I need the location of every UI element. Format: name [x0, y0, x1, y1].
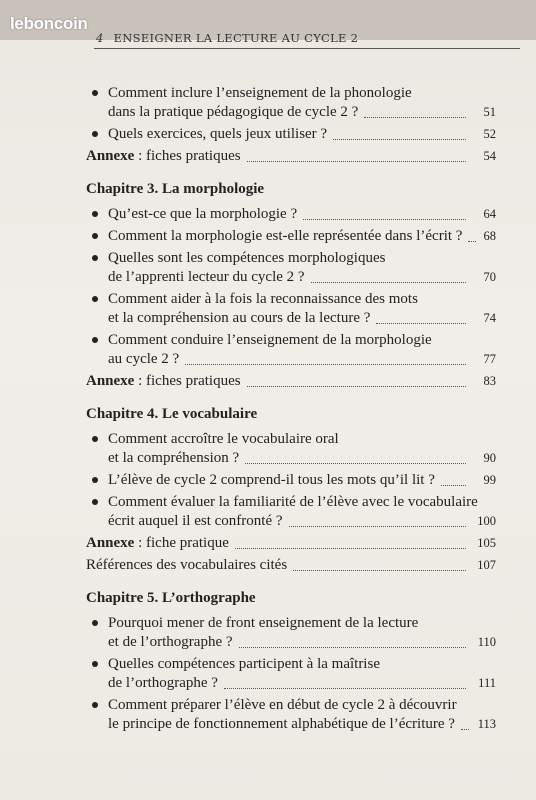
toc-line: [108, 125, 496, 144]
toc-line: [108, 350, 496, 369]
page-number: 54: [483, 149, 496, 163]
page-number: 111: [478, 676, 496, 690]
leader-dots: [311, 282, 466, 283]
toc-text: le principe de fonctionnement alphabétique de l’écriture ?: [108, 716, 455, 732]
toc-line: [86, 534, 496, 553]
toc-text: Références des vocabulaires cités: [86, 557, 288, 573]
toc-text: Comment évaluer la familiarité de l’élève avec le vocabulaire: [108, 494, 478, 510]
toc-text: Comment la morphologie est-elle représentée dans l’écrit ?: [108, 228, 463, 244]
toc-item: [86, 249, 496, 287]
toc-text: Comment préparer l’élève en début de cycle 2 à découvrir: [108, 697, 457, 713]
leader-dots: [333, 139, 466, 140]
references-entry: [86, 556, 496, 575]
toc-item: [86, 493, 496, 531]
bullet-icon: [92, 90, 98, 96]
bullet-icon: [92, 255, 98, 261]
toc-section: [86, 84, 496, 166]
toc-item: [86, 205, 496, 224]
toc-text: Comment aider à la fois la reconnaissance des mots: [108, 291, 418, 307]
toc-line: [108, 633, 496, 652]
annexe-label: Annexe: [86, 148, 135, 164]
bullet-icon: [92, 233, 98, 239]
toc-item: [86, 331, 496, 369]
leader-dots: [235, 548, 466, 549]
annexe-entry: [86, 372, 496, 391]
leader-dots: [293, 570, 466, 571]
page-number: 113: [477, 717, 496, 731]
bullet-icon: [92, 702, 98, 708]
bullet-icon: [92, 211, 98, 217]
page-number: 90: [483, 451, 496, 465]
toc-text: de l’apprenti lecteur du cycle 2 ?: [108, 269, 305, 285]
leader-dots: [245, 463, 466, 464]
toc-item: [86, 696, 496, 734]
toc-item: [86, 84, 496, 122]
toc-text: L’élève de cycle 2 comprend-il tous les mots qu’il lit ?: [108, 472, 435, 488]
page-number: 83: [483, 374, 496, 388]
toc-line: [86, 372, 496, 391]
page-number: 51: [483, 105, 496, 119]
bullet-icon: [92, 499, 98, 505]
toc-item: [86, 614, 496, 652]
toc-text: et la compréhension au cours de la lecture ?: [108, 310, 371, 326]
annexe-label: Annexe: [86, 535, 135, 551]
toc-item: [86, 430, 496, 468]
chapter-title: Chapitre 5. L’orthographe: [86, 590, 256, 606]
bullet-icon: [92, 661, 98, 667]
leader-dots: [303, 219, 466, 220]
toc-text: [86, 147, 241, 166]
annexe-entry: [86, 534, 496, 553]
toc-line: [108, 227, 496, 246]
page-number: 100: [477, 514, 496, 528]
annexe-text: : fiches pratiques: [134, 148, 241, 164]
bullet-icon: [92, 620, 98, 626]
bullet-icon: [92, 337, 98, 343]
toc-text: [86, 372, 241, 391]
toc-text: Quels exercices, quels jeux utiliser ?: [108, 126, 328, 142]
toc-text: et de l’orthographe ?: [108, 634, 233, 650]
leader-dots: [468, 241, 476, 242]
toc-text: [86, 534, 229, 553]
page-number: 77: [483, 352, 496, 366]
leader-dots: [247, 161, 466, 162]
bullet-icon: [92, 436, 98, 442]
toc-line: [86, 147, 496, 166]
toc-item: [86, 125, 496, 144]
toc-line: [108, 449, 496, 468]
annexe-text: : fiches pratiques: [134, 373, 241, 389]
toc-line: [108, 512, 496, 531]
toc-text: Comment conduire l’enseignement de la morphologie: [108, 332, 432, 348]
header-page-number: 4: [96, 31, 104, 45]
toc-item: [86, 290, 496, 328]
page-number: 70: [483, 270, 496, 284]
toc-text: Comment inclure l’enseignement de la phonologie: [108, 85, 412, 101]
page-number: 68: [483, 229, 496, 243]
leader-dots: [461, 729, 469, 730]
running-header: [96, 31, 358, 45]
annexe-text: : fiche pratique: [134, 535, 229, 551]
toc-text: de l’orthographe ?: [108, 675, 218, 691]
toc-text: et la compréhension ?: [108, 450, 240, 466]
toc-item: [86, 471, 496, 490]
leader-dots: [185, 364, 466, 365]
bullet-icon: [92, 296, 98, 302]
page-number: 74: [483, 311, 496, 325]
toc-text: Qu’est-ce que la morphologie ?: [108, 206, 298, 222]
toc-line: [108, 205, 496, 224]
table-of-contents: [86, 84, 496, 737]
toc-section: [86, 405, 496, 575]
toc-item: [86, 227, 496, 246]
chapter-title: Chapitre 3. La morphologie: [86, 181, 265, 197]
toc-line: [86, 556, 496, 575]
annexe-entry: [86, 147, 496, 166]
page-number: 64: [483, 207, 496, 221]
toc-text: Pourquoi mener de front enseignement de la lecture: [108, 615, 419, 631]
toc-line: [108, 103, 496, 122]
toc-text: dans la pratique pédagogique de cycle 2 ?: [108, 104, 359, 120]
leader-dots: [289, 526, 466, 527]
page-number: 107: [477, 558, 496, 572]
header-rule: [94, 48, 520, 49]
toc-section: [86, 589, 496, 734]
page-number: 52: [483, 127, 496, 141]
annexe-label: Annexe: [86, 373, 135, 389]
header-title: ENSEIGNER LA LECTURE AU CYCLE 2: [113, 31, 359, 45]
toc-line: [108, 674, 496, 693]
leader-dots: [247, 386, 466, 387]
leader-dots: [364, 117, 466, 118]
leader-dots: [376, 323, 466, 324]
page-number: 99: [483, 473, 496, 487]
watermark-logo: leboncoin: [10, 14, 88, 33]
toc-text: écrit auquel il est confronté ?: [108, 513, 283, 529]
toc-line: [108, 268, 496, 287]
toc-text: Quelles compétences participent à la maîtrise: [108, 656, 380, 672]
toc-text: Comment accroître le vocabulaire oral: [108, 431, 339, 447]
toc-line: [108, 715, 496, 734]
leader-dots: [239, 647, 466, 648]
leader-dots: [224, 688, 466, 689]
toc-section: [86, 180, 496, 391]
bullet-icon: [92, 477, 98, 483]
toc-text: au cycle 2 ?: [108, 351, 180, 367]
page-number: 105: [477, 536, 496, 550]
toc-item: [86, 655, 496, 693]
toc-line: [108, 309, 496, 328]
toc-line: [108, 471, 496, 490]
toc-text: Quelles sont les compétences morphologiques: [108, 250, 386, 266]
bullet-icon: [92, 131, 98, 137]
chapter-title: Chapitre 4. Le vocabulaire: [86, 406, 258, 422]
page-number: 110: [477, 635, 496, 649]
leader-dots: [441, 485, 466, 486]
